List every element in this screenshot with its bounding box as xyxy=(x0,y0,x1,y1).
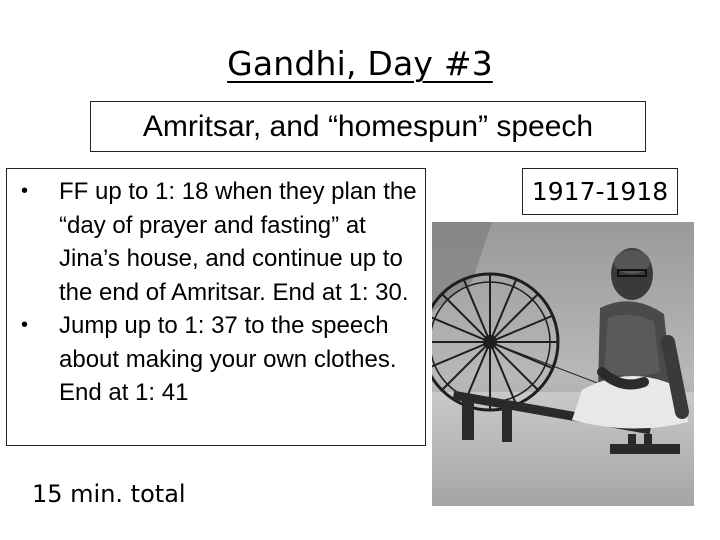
bullet-dot-icon: • xyxy=(21,314,29,336)
bullet-item xyxy=(7,175,425,309)
slide-title: Gandhi, Day #3 xyxy=(227,44,493,83)
bullet-text: Jump up to 1: 37 to the speech about making your own clothes. End at 1: 41 xyxy=(59,312,397,406)
gandhi-spinning-wheel-photo xyxy=(432,222,694,506)
bullet-text: FF up to 1: 18 when they plan the “day of prayer and fasting” at Jina’s house, and continue up to the end of Amritsar. End at 1: 30. xyxy=(59,178,417,306)
bullet-item xyxy=(7,309,425,410)
date-label: 1917-1918 xyxy=(531,177,669,206)
total-time-label: 15 min. total xyxy=(32,480,186,508)
bullet-text-box xyxy=(6,168,426,446)
bullet-dot-icon: • xyxy=(21,180,29,202)
date-box xyxy=(522,168,678,215)
subtitle-box xyxy=(90,101,646,152)
bullet-list xyxy=(7,169,425,410)
slide-subtitle: Amritsar, and “homespun” speech xyxy=(142,109,594,143)
